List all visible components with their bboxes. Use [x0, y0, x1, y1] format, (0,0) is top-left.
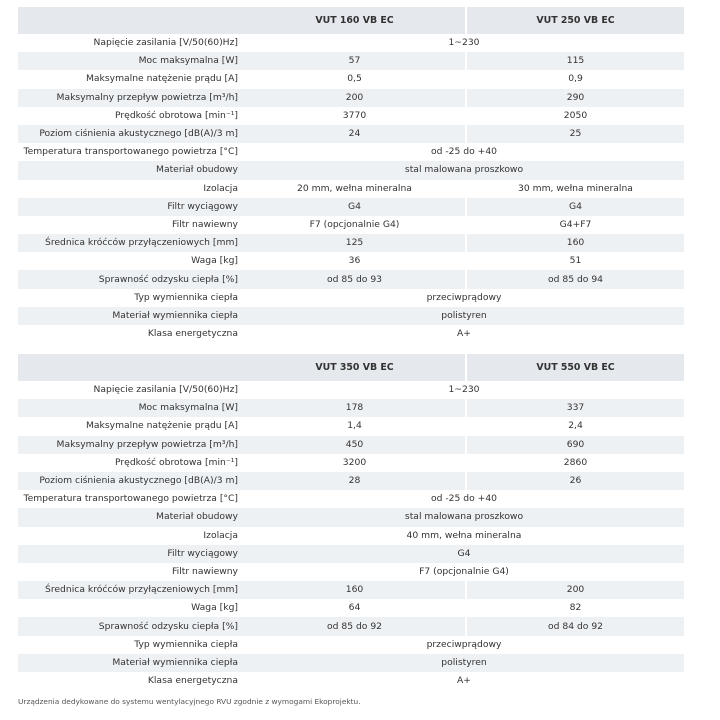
row-value-model-2: od 85 do 94 [466, 270, 684, 288]
row-value-model-2: 690 [466, 436, 684, 454]
table-row [18, 125, 684, 143]
row-value-model-1: 36 [348, 255, 361, 267]
row-label: Klasa energetyczna [147, 328, 238, 340]
row-value-model-2: 290 [466, 89, 684, 107]
row-label: Maksymalne natężenie prądu [A] [85, 420, 238, 432]
row-label: Maksymalny przepływ powietrza [m³/h] [18, 436, 244, 454]
table-row [18, 527, 684, 545]
row-label: Prędkość obrotowa [min⁻¹] [115, 456, 238, 468]
table-row [18, 34, 684, 52]
row-label: Poziom ciśnienia akustycznego [dB(A)/3 m] [18, 125, 244, 143]
row-value-model-2: 26 [466, 472, 684, 490]
row-value-model-2: 160 [466, 234, 684, 252]
row-value-model-2: 115 [466, 52, 684, 70]
row-value-shared: przeciwprądowy [426, 291, 502, 303]
row-value-model-1: od 85 do 93 [244, 270, 466, 288]
table-row [18, 161, 684, 179]
row-value-model-1: 28 [244, 472, 466, 490]
row-label: Średnica króćców przyłączeniowych [mm] [18, 581, 244, 599]
table-row [18, 270, 684, 288]
model-header: VUT 350 VB EC [244, 354, 466, 381]
row-label: Materiał obudowy [18, 161, 244, 179]
row-label: Temperatura transportowanego powietrza [°C] [23, 493, 238, 505]
row-value-model-1: 125 [244, 234, 466, 252]
table-row [18, 52, 684, 70]
row-value-shared: G4 [244, 545, 684, 563]
table-row [18, 325, 684, 343]
row-label: Izolacja [203, 182, 238, 194]
footnote: Urządzenia dedykowane do systemu wentylacyjnego RVU zgodnie z wymogami Ekoprojektu. [18, 697, 361, 706]
row-value-model-1: 450 [244, 436, 466, 454]
row-value-model-2: G4 [466, 198, 684, 216]
row-value-model-1: 178 [244, 399, 466, 417]
row-value-model-1: 57 [244, 52, 466, 70]
table-row [18, 563, 684, 581]
row-value-shared: 1~230 [448, 37, 480, 49]
row-value-model-2: 82 [466, 599, 684, 617]
row-label: Sprawność odzysku ciepła [%] [18, 617, 244, 635]
row-value-model-1: 24 [244, 125, 466, 143]
row-value-shared: stal malowana proszkowo [244, 161, 684, 179]
row-value-model-2: G4+F7 [466, 216, 684, 234]
row-value-model-1: G4 [244, 198, 466, 216]
table-row [18, 289, 684, 307]
table-row [18, 545, 684, 563]
row-label: Klasa energetyczna [147, 675, 238, 687]
row-label: Napięcie zasilania [V/50(60)Hz] [93, 37, 238, 49]
table-row [18, 599, 684, 617]
row-value-model-2: 2050 [466, 107, 684, 125]
row-label: Waga [kg] [191, 602, 238, 614]
table-row [18, 436, 684, 454]
row-label: Filtr wyciągowy [18, 198, 244, 216]
table-row [18, 636, 684, 654]
table-row [18, 417, 684, 435]
row-label: Filtr nawiewny [172, 565, 238, 577]
row-value-shared: przeciwprądowy [426, 638, 502, 650]
row-value-model-2: od 84 do 92 [466, 617, 684, 635]
row-value-shared: F7 (opcjonalnie G4) [419, 565, 509, 577]
row-value-model-2: 2860 [466, 454, 684, 472]
row-value-model-1: 200 [244, 89, 466, 107]
row-label: Izolacja [203, 529, 238, 541]
row-label: Prędkość obrotowa [min⁻¹] [115, 109, 238, 121]
row-value-model-1: 0,5 [347, 73, 362, 85]
row-label: Napięcie zasilania [V/50(60)Hz] [93, 384, 238, 396]
table-row [18, 180, 684, 198]
row-value-shared: polistyren [244, 654, 684, 672]
model-header: VUT 160 VB EC [244, 7, 466, 34]
row-value-model-2: 25 [466, 125, 684, 143]
row-value-model-1: F7 (opcjonalnie G4) [309, 218, 400, 230]
row-label: Temperatura transportowanego powietrza [°C] [23, 146, 238, 158]
table-row [18, 89, 684, 107]
header-blank-cell [18, 354, 244, 381]
table-row [18, 234, 684, 252]
row-value-shared: od -25 do +40 [430, 146, 498, 158]
row-label: Moc maksymalna [W] [18, 52, 244, 70]
row-label: Typ wymiennika ciepła [134, 291, 238, 303]
row-value-model-1: 1,4 [347, 420, 362, 432]
row-label: Moc maksymalna [W] [18, 399, 244, 417]
row-value-model-2: 30 mm, wełna mineralna [466, 180, 684, 198]
table-row [18, 216, 684, 234]
row-label: Materiał wymiennika ciepła [18, 654, 244, 672]
table-row [18, 107, 684, 125]
table-row [18, 672, 684, 690]
model-header: VUT 550 VB EC [466, 354, 684, 381]
row-label: Materiał wymiennika ciepła [18, 307, 244, 325]
row-value-shared: 40 mm, wełna mineralna [406, 529, 522, 541]
row-value-model-1: 160 [244, 581, 466, 599]
table-body [18, 34, 684, 343]
table-row [18, 70, 684, 88]
spec-table-2 [18, 354, 684, 690]
row-label: Materiał obudowy [18, 508, 244, 526]
table-row [18, 143, 684, 161]
table-row [18, 472, 684, 490]
row-value-model-1: 3200 [342, 456, 367, 468]
row-value-shared: 1~230 [448, 384, 480, 396]
table-row [18, 252, 684, 270]
row-value-shared: A+ [457, 675, 471, 687]
table-row [18, 617, 684, 635]
row-value-shared: stal malowana proszkowo [244, 508, 684, 526]
row-label: Średnica króćców przyłączeniowych [mm] [18, 234, 244, 252]
table-row [18, 399, 684, 417]
row-label: Maksymalny przepływ powietrza [m³/h] [18, 89, 244, 107]
row-label: Poziom ciśnienia akustycznego [dB(A)/3 m] [18, 472, 244, 490]
row-label: Sprawność odzysku ciepła [%] [18, 270, 244, 288]
spec-table-1 [18, 7, 684, 343]
row-label: Filtr nawiewny [172, 218, 238, 230]
row-label: Waga [kg] [191, 255, 238, 267]
table-row [18, 508, 684, 526]
row-value-model-2: 0,9 [466, 70, 684, 88]
row-label: Filtr wyciągowy [18, 545, 244, 563]
table-row [18, 381, 684, 399]
row-value-shared: od -25 do +40 [430, 493, 498, 505]
row-label: Typ wymiennika ciepła [134, 638, 238, 650]
row-value-model-2: 2,4 [466, 417, 684, 435]
row-value-model-1: 20 mm, wełna mineralna [297, 182, 412, 194]
row-value-model-2: 337 [466, 399, 684, 417]
table-header-row [18, 354, 684, 381]
row-value-model-1: 64 [348, 602, 361, 614]
table-row [18, 654, 684, 672]
row-value-shared: polistyren [244, 307, 684, 325]
row-value-model-2: 51 [466, 252, 684, 270]
table-row [18, 307, 684, 325]
table-header-row [18, 7, 684, 34]
model-header: VUT 250 VB EC [466, 7, 684, 34]
table-body [18, 381, 684, 690]
row-value-shared: A+ [457, 328, 471, 340]
row-value-model-2: 200 [466, 581, 684, 599]
table-row [18, 454, 684, 472]
table-row [18, 581, 684, 599]
row-value-model-1: od 85 do 92 [244, 617, 466, 635]
table-row [18, 490, 684, 508]
header-blank-cell [18, 7, 244, 34]
table-row [18, 198, 684, 216]
row-label: Maksymalne natężenie prądu [A] [85, 73, 238, 85]
row-value-model-1: 3770 [342, 109, 367, 121]
